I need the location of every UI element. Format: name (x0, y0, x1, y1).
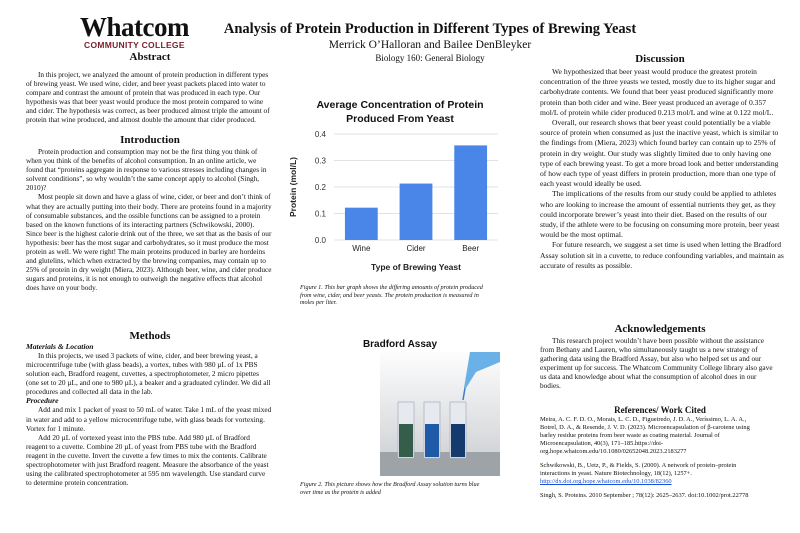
discussion-heading: Discussion (635, 53, 685, 65)
discussion-paragraph-1: We hypothesized that beer yeast would produce the greatest protein concentration of the three yeasts we tested, mostly due to its higher sugar and carbohydrate contents. We found that beer yeast produced significantly more protein than both cider and wine. Beer yeast produced an average of 0.357 mol/L of protein while cider produced 0.213 mol/L and wine at 0.122 mol/L. (540, 67, 776, 117)
cuvette-dark-blue (450, 402, 466, 458)
y-tick-label: 0.4 (314, 130, 326, 139)
procedure-paragraph-2: Add 20 µL of vortexed yeast into the PBS tube. Add 980 µL of Bradford reagent to a cuvette. Combine 20 µL of yeast from PBS tube with the Bradford reagent in the cuvette. Invert the cuvette a few times to mix the contents. Calibrate spectrophotometer with just Bradford reagent. Measure the absorbance of the yeast using the calibrated spectrophotometer at 595 nm wavelength. Use standard curve to determine protein concentration. (26, 432, 269, 488)
reference-2 (540, 462, 762, 486)
acknowledgements-text: This research project wouldn’t have been possible without the assistance from Bethany and Lauren, who simultaneously taught us a new strategy of gathering data using the Bradford Assay, but also who helped set us and our experiment up for success. The Whatcom Community College library also gave us data and knowledge about what the consumption of alcohol does in our bodies. (540, 336, 773, 391)
introduction-heading: Introduction (120, 134, 180, 146)
introduction-paragraph-2: Most people sit down and have a glass of wine, cider, or beer and don’t think of what they are actually putting into their body. There are proteins found in a majority of consumable substances, and the ossible functions can be assigned to a protein based on the known functions of its interacting partners (Schwikowski, 2000). Since beer is the highest calorie drink out of the three, we set that as the basis of our hypothesis: beer has the most sugar and carbohydrates, so it must produce the most protein as well. We were right! The main proteins produced in barley are hordeins and glutelins, which when extracted by the brewing companies, may contain up to 25% of protein in dry weight (Miera, 2023). Although beer, wine, and cider produce sugars and proteins, it is not enough to outweigh the negative effects that alcohol does have on your body. (26, 192, 272, 293)
bradford-assay-photo (380, 352, 500, 476)
logo-main-text: Whatcom (80, 12, 189, 42)
reference-3: Singh, S. Proteins. 2010 September ; 78(12): 2625–2637. doi:10.1002/prot.22778 (540, 492, 749, 499)
x-tick-label: Cider (406, 244, 426, 253)
bradford-assay-title: Bradford Assay (362, 339, 438, 350)
y-tick-label: 0.2 (314, 183, 326, 192)
bar-wine (345, 208, 378, 240)
logo-sub-text: COMMUNITY COLLEGE (84, 40, 185, 50)
bar-beer (454, 145, 487, 240)
reference-2-link[interactable]: http://dx.doi.org.hope.whatcom.edu/10.1038/82360 (540, 478, 672, 485)
procedure-paragraph-1: Add and mix 1 packet of yeast to 50 mL of water. Take 1 mL of the yeast mixed in water and add to a yellow microcentrifuge tube, with glass beads for vortexing. Vortex for 1 minute. (26, 405, 272, 433)
figure-2-caption: Figure 2. This picture shows how the Bradford Assay solution turns blue over time as the protein is added (300, 481, 480, 496)
poster-title: Analysis of Protein Production in Different Types of Brewing Yeast (223, 21, 637, 37)
reference-2-text: Schwikowski, B., Uetz, P., & Fields, S. (2000). A network of protein–protein interactions in yeast. Nature Biotechnology, 18(12), 1257+. (540, 462, 737, 477)
poster-authors: Merrick O’Halloran and Bailee DenBleyker (328, 39, 532, 51)
discussion-paragraph-4: For future research, we suggest a set time is used when letting the Bradford Assay solution sit in a cuvette, to reduce confounding variables, and maintain as accurate of results as possible. (540, 240, 784, 270)
methods-section (26, 342, 272, 487)
reference-1: Meira, A. C. F. D. O., Morais, L. C. D., Figueiredo, J. D. A., Veríssimo, L. A. A., Botrel, D. A., & Resende, J. V. D. (2023). Microencapsulation of β-carotene using barley residue proteins from beer waste as coating material. Journal of Microencapsulation, 40(3), 171–185.https://doi-org.hope.whatcom.edu/10.1080/02652048.2023.2183277 (540, 416, 750, 455)
y-axis-label: Protein (mol/L) (288, 157, 298, 217)
discussion-paragraph-3: The implications of the results from our study could be applied to athletes who are looking to increase the amount of essential nutrients they get, as they could incorporate brewer’s yeast into their diet. Based on the results of our study, if the athlete were to be focusing on consuming more protein, beer yeast would be the most optimal. (540, 189, 780, 240)
abstract-text: In this project, we analyzed the amount of protein production in different types of brewing yeast. We used wine, cider, and beer yeast packets placed into water to compare and contrast the amount of protein that was produced in each type. Our hypothesis was that beer yeast would produce the most protein compared to wine and cider. The hypothesis was correct, as beer produced almost triple the amount of protein that wine produced, and almost double the amount that cider produced. (26, 70, 270, 125)
discussion-paragraph-2: Overall, our research shows that beer yeast could potentially be a viable source of protein when consumed as just the inactive yeast, which is similar to the findings from (Miera, 2023) which found barley can contain up to 25% of protein in dry weight. Our study was slightly limited due to only having one type of each brewing yeast. To get a more broad look and better understanding of how each type of yeast differs in protein production, more than one type of each yeast would ideally be used. (540, 118, 779, 189)
y-tick-label: 0.1 (314, 209, 326, 219)
materials-text: In this projects, we used 3 packets of wine, cider, and beer brewing yeast, a microcentrifuge tube (with glass beads), a vortex, tubes with 980 µL of 1x PBS solution each, Bradford reagent, cuvettes, a spectrophotometer, 2 micro pipettes (one set to 20 µL, and one to 980 µL), a beaker and a graduated cylinder. We did all procedures and collected all data in the lab. (26, 351, 271, 397)
introduction-section (26, 147, 272, 293)
references-list (540, 416, 762, 500)
y-tick-label: 0.3 (314, 156, 326, 166)
cuvette-blue (424, 402, 440, 458)
x-tick-label: Wine (352, 244, 371, 253)
cuvette-green (398, 402, 414, 458)
figure-1-caption: Figure 1. This bar graph shows the differing amounts of protein produced from wine, cider, and beer yeasts. The protein production is measured in moles per liter. (300, 284, 483, 307)
bar-cider (400, 184, 433, 240)
course-name: Biology 160: General Biology (375, 53, 485, 63)
protein-bar-chart (282, 128, 508, 280)
introduction-paragraph-1: Protein production and consumption may not be the first thing you think of when you think of the benefits of alcohol consumption. In an online article, we found that “proteins aggregate in response to various stresses including changes in solvent conditions”, so why wouldn’t the same concept apply to alcohol (Singh, 2010)? (26, 147, 267, 193)
x-axis-label: Type of Brewing Yeast (371, 262, 461, 272)
y-tick-label: 0.0 (314, 236, 326, 245)
chart-title: Average Concentration of Protein Produced From Yeast (316, 99, 484, 125)
discussion-section (540, 67, 784, 271)
x-tick-label: Beer (462, 244, 480, 253)
college-logo (80, 14, 200, 50)
references-heading: References/ Work Cited (614, 405, 706, 415)
abstract-heading: Abstract (129, 51, 171, 63)
materials-heading: Materials & Location (26, 342, 94, 351)
procedure-heading: Procedure (26, 396, 59, 406)
methods-heading: Methods (129, 330, 171, 342)
acknowledgements-heading: Acknowledgements (614, 323, 706, 335)
